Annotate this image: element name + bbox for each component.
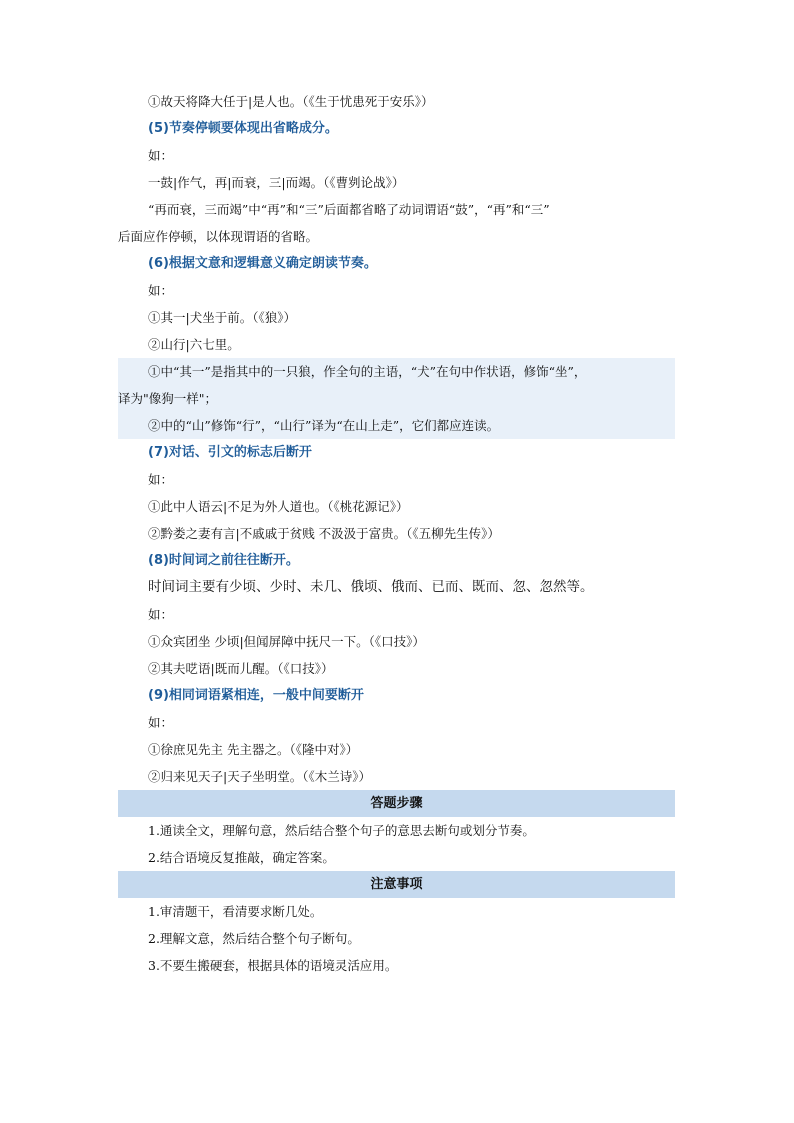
s6-note-box xyxy=(118,358,675,439)
s7-ex1: ①此中人语云|不足为外人道也。（《桃花源记》） xyxy=(148,499,409,514)
s7-ex2: ②黔娄之妻有言|不戚戚于贫贱 不汲汲于富贵。（《五柳先生传》） xyxy=(148,526,500,541)
s6-note1-b: 译为"像狗一样"； xyxy=(118,391,217,406)
s8-heading: (8)时间词之前往往断开。 xyxy=(148,553,299,568)
s4-example: ①故天将降大任于|是人也。（《生于忧患死于安乐》） xyxy=(148,94,434,109)
s6-note2: ②中的“山”修饰“行”，“山行”译为“在山上走”，它们都应连读。 xyxy=(148,418,500,433)
s6-ex2: ②山行|六七里。 xyxy=(148,337,240,352)
document-page xyxy=(118,88,675,979)
s9-heading: (9)相同词语紧相连，一般中间要断开 xyxy=(148,688,364,703)
notes-item-2: 2.理解文意，然后结合整个句子断句。 xyxy=(148,931,360,946)
s9-ru: 如： xyxy=(148,715,174,730)
s7-heading: (7)对话、引文的标志后断开 xyxy=(148,445,312,460)
s5-heading: (5)节奏停顿要体现出省略成分。 xyxy=(148,121,338,136)
steps-item-1: 1.通读全文，理解句意，然后结合整个句子的意思去断句或划分节奏。 xyxy=(148,823,535,838)
s5-example: 一鼓|作气，再|而衰，三|而竭。（《曹刿论战》） xyxy=(148,175,405,190)
s6-ex1: ①其一|犬坐于前。（《狼》） xyxy=(148,310,296,325)
s6-ru: 如： xyxy=(148,283,174,298)
s5-ru: 如： xyxy=(148,148,174,163)
s9-ex2: ②归来见天子|天子坐明堂。（《木兰诗》） xyxy=(148,769,371,784)
notes-item-1: 1.审清题干，看清要求断几处。 xyxy=(148,904,323,919)
notes-title-bar: 注意事项 xyxy=(118,871,675,898)
notes-item-3: 3.不要生搬硬套，根据具体的语境灵活应用。 xyxy=(148,958,398,973)
s5-explain-1: “再而衰，三而竭”中“再”和“三”后面都省略了动词谓语“鼓”，“再”和“三” xyxy=(148,202,550,217)
s5-explain-2: 后面应作停顿，以体现谓语的省略。 xyxy=(118,229,319,244)
s8-desc: 时间词主要有少顷、少时、未几、俄顷、俄而、已而、既而、忽、忽然等。 xyxy=(148,579,594,595)
s6-note1-a: ①中“其一”是指其中的一只狼，作全句的主语，“犬”在句中作状语，修饰“坐”， xyxy=(148,364,587,379)
steps-title-bar: 答题步骤 xyxy=(118,790,675,817)
s9-ex1: ①徐庶见先主 先主器之。（《隆中对》） xyxy=(148,742,359,757)
s6-heading: (6)根据文意和逻辑意义确定朗读节奏。 xyxy=(148,256,377,271)
s7-ru: 如： xyxy=(148,472,174,487)
s8-ex1: ①众宾团坐 少顷|但闻屏障中抚尺一下。（《口技》） xyxy=(148,634,425,649)
s8-ru: 如： xyxy=(148,607,174,622)
s8-ex2: ②其夫呓语|既而儿醒。（《口技》） xyxy=(148,661,334,676)
steps-item-2: 2.结合语境反复推敲，确定答案。 xyxy=(148,850,335,865)
